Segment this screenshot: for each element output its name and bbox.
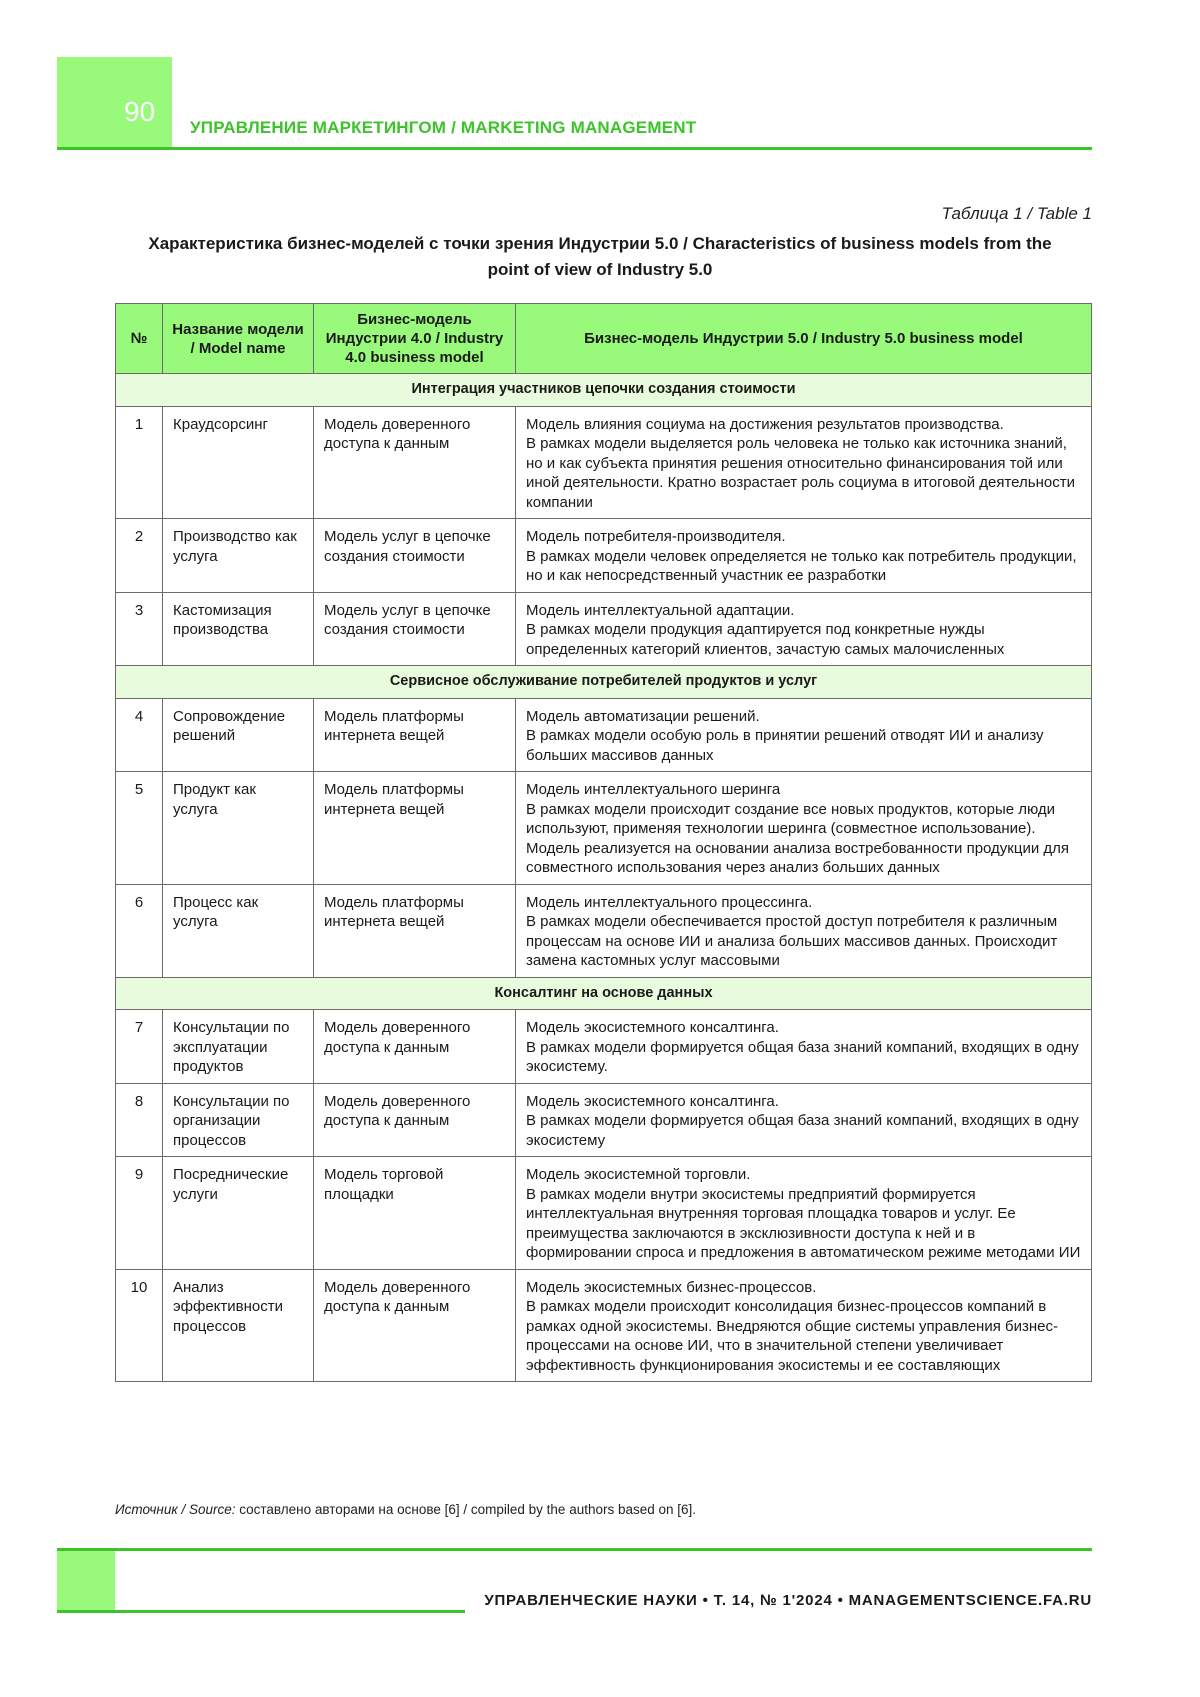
column-header-industry5: Бизнес-модель Индустрии 5.0 / Industry 5.0 business model (516, 304, 1092, 374)
table-row (116, 592, 1092, 666)
table-body (116, 374, 1092, 1382)
row-number: 5 (116, 772, 163, 885)
industry5-model-title: Модель влияния социума на достижения результатов производства. (526, 415, 1004, 433)
industry5-model-description: В рамках модели происходит консолидация бизнес-процессов компаний в рамках одной экосистемы. Внедряются общие системы управления бизнес-процессами на основе ИИ, что в значительной степени увеличивает эффективность функционирования экосистемы и ее составляющих (526, 1298, 1058, 1374)
industry5-model-description: В рамках модели человек определяется не только как потребитель продукции, но и как непосредственный участник ее разработки (526, 547, 1077, 584)
section-row (116, 374, 1092, 407)
industry5-model-description: В рамках модели продукция адаптируется под конкретные нужды определенных категорий клиентов, зачастую самых малочисленных (526, 621, 1005, 658)
footer-box (57, 1551, 115, 1610)
journal-footer: УПРАВЛЕНЧЕСКИЕ НАУКИ • Т. 14, № 1'2024 • MANAGEMENTSCIENCE.FA.RU (484, 1592, 1092, 1609)
industry5-model (516, 1157, 1092, 1270)
industry4-model: Модель доверенного доступа к данным (314, 1083, 516, 1157)
column-header-model-name: Название модели / Model name (163, 304, 314, 374)
table-title: Характеристика бизнес-моделей с точки зрения Индустрии 5.0 / Characteristics of business models from the point of view of Industry 5.0 (148, 234, 1052, 279)
row-number: 2 (116, 519, 163, 593)
page-number: 90 (124, 96, 156, 127)
industry4-model: Модель услуг в цепочке создания стоимости (314, 519, 516, 593)
row-number: 1 (116, 406, 163, 519)
industry5-model-title: Модель экосистемного консалтинга. (526, 1092, 779, 1110)
row-number: 10 (116, 1269, 163, 1382)
footer-rule (57, 1548, 1092, 1551)
industry5-model-description: В рамках модели обеспечивается простой доступ потребителя к различным процессам на основе ИИ и анализа больших массивов данных. Происходит замена кастомных услуг массовыми (526, 913, 1058, 969)
row-number: 6 (116, 884, 163, 977)
model-name: Посреднические услуги (163, 1157, 314, 1270)
industry4-model: Модель услуг в цепочке создания стоимости (314, 592, 516, 666)
industry5-model-title: Модель интеллектуального процессинга. (526, 893, 813, 911)
row-number: 4 (116, 698, 163, 772)
model-name: Консультации по организации процессов (163, 1083, 314, 1157)
model-name: Кастомизация производства (163, 592, 314, 666)
industry5-model-title: Модель интеллектуального шеринга (526, 781, 781, 798)
industry5-model-title: Модель потребителя-производителя. (526, 528, 786, 545)
table-row (116, 772, 1092, 885)
model-name: Консультации по эксплуатации продуктов (163, 1010, 314, 1084)
table-row (116, 519, 1092, 593)
industry5-model (516, 772, 1092, 885)
column-header-industry4: Бизнес-модель Индустрии 4.0 / Industry 4.0 business model (314, 304, 516, 374)
industry5-model-title: Модель экосистемной торговли. (526, 1166, 751, 1183)
industry5-model (516, 884, 1092, 977)
industry5-model (516, 406, 1092, 519)
industry4-model: Модель доверенного доступа к данным (314, 1269, 516, 1382)
row-number: 3 (116, 592, 163, 666)
industry5-model-description: В рамках модели внутри экосистемы предприятий формируется интеллектуальная внутренняя торговая площадка товаров и услуг. Ее преимущества заключаются в эксклюзивности доступа к ней и в формировании спроса и предложения в автоматическом режиме методами ИИ (526, 1185, 1081, 1261)
section-title: Интеграция участников цепочки создания стоимости (116, 374, 1092, 407)
table-row (116, 1269, 1092, 1382)
table-row (116, 698, 1092, 772)
source-label: Источник / Source: (115, 1502, 236, 1517)
industry5-model (516, 1083, 1092, 1157)
industry5-model (516, 1010, 1092, 1084)
model-name: Процесс как услуга (163, 884, 314, 977)
industry4-model: Модель торговой площадки (314, 1157, 516, 1270)
model-name: Краудсорсинг (163, 406, 314, 519)
model-name: Анализ эффективности процессов (163, 1269, 314, 1382)
column-header-number: № (116, 304, 163, 374)
industry4-model: Модель платформы интернета вещей (314, 772, 516, 885)
section-row (116, 666, 1092, 699)
industry5-model-description: В рамках модели формируется общая база знаний компаний, входящих в одну экосистему. (526, 1038, 1079, 1075)
model-name: Продукт как услуга (163, 772, 314, 885)
footer-rule-short (57, 1610, 465, 1613)
section-title: Сервисное обслуживание потребителей продуктов и услуг (116, 666, 1092, 699)
industry5-model-description: В рамках модели происходит создание все новых продуктов, которые люди используют, применяя технологии шеринга (совместное использование). Модель реализуется на основании анализа востребованности продукции для совместного использования через анализ больших данных (526, 800, 1070, 876)
industry5-model-title: Модель автоматизации решений. (526, 707, 760, 725)
model-name: Производство как услуга (163, 519, 314, 593)
section-row (116, 977, 1092, 1010)
industry5-model-description: В рамках модели формируется общая база знаний компаний, входящих в одну экосистему (526, 1112, 1079, 1149)
section-title: Консалтинг на основе данных (116, 977, 1092, 1010)
industry4-model: Модель доверенного доступа к данным (314, 406, 516, 519)
table-header-row (116, 304, 1092, 374)
running-head: УПРАВЛЕНИЕ МАРКЕТИНГОМ / MARKETING MANAGEMENT (190, 118, 697, 137)
industry5-model-title: Модель экосистемного консалтинга. (526, 1019, 779, 1036)
industry4-model: Модель платформы интернета вещей (314, 698, 516, 772)
industry5-model (516, 592, 1092, 666)
industry4-model: Модель платформы интернета вещей (314, 884, 516, 977)
table-row (116, 1010, 1092, 1084)
industry5-model-description: В рамках модели выделяется роль человека не только как источника знаний, но и как субъекта принятия решения относительно финансирования той или иной деятельности. Кратно возрастает роль социума в итоговой деятельности компании (526, 435, 1075, 511)
business-models-table (115, 303, 1092, 1382)
header-rule (57, 147, 1092, 150)
row-number: 7 (116, 1010, 163, 1084)
table-source-note (115, 1502, 696, 1517)
industry4-model: Модель доверенного доступа к данным (314, 1010, 516, 1084)
source-text: составлено авторами на основе [6] / compiled by the authors based on [6]. (235, 1502, 697, 1517)
model-name: Сопровождение решений (163, 698, 314, 772)
industry5-model-title: Модель интеллектуальной адаптации. (526, 601, 795, 619)
industry5-model-title: Модель экосистемных бизнес-процессов. (526, 1278, 817, 1296)
row-number: 8 (116, 1083, 163, 1157)
table-label: Таблица 1 / Table 1 (941, 204, 1092, 223)
table-row (116, 1157, 1092, 1270)
industry5-model-description: В рамках модели особую роль в принятии решений отводят ИИ и анализу больших массивов данных (526, 727, 1044, 764)
industry5-model (516, 698, 1092, 772)
industry5-model (516, 1269, 1092, 1382)
table-row (116, 884, 1092, 977)
industry5-model (516, 519, 1092, 593)
table-row (116, 1083, 1092, 1157)
table-row (116, 406, 1092, 519)
row-number: 9 (116, 1157, 163, 1270)
